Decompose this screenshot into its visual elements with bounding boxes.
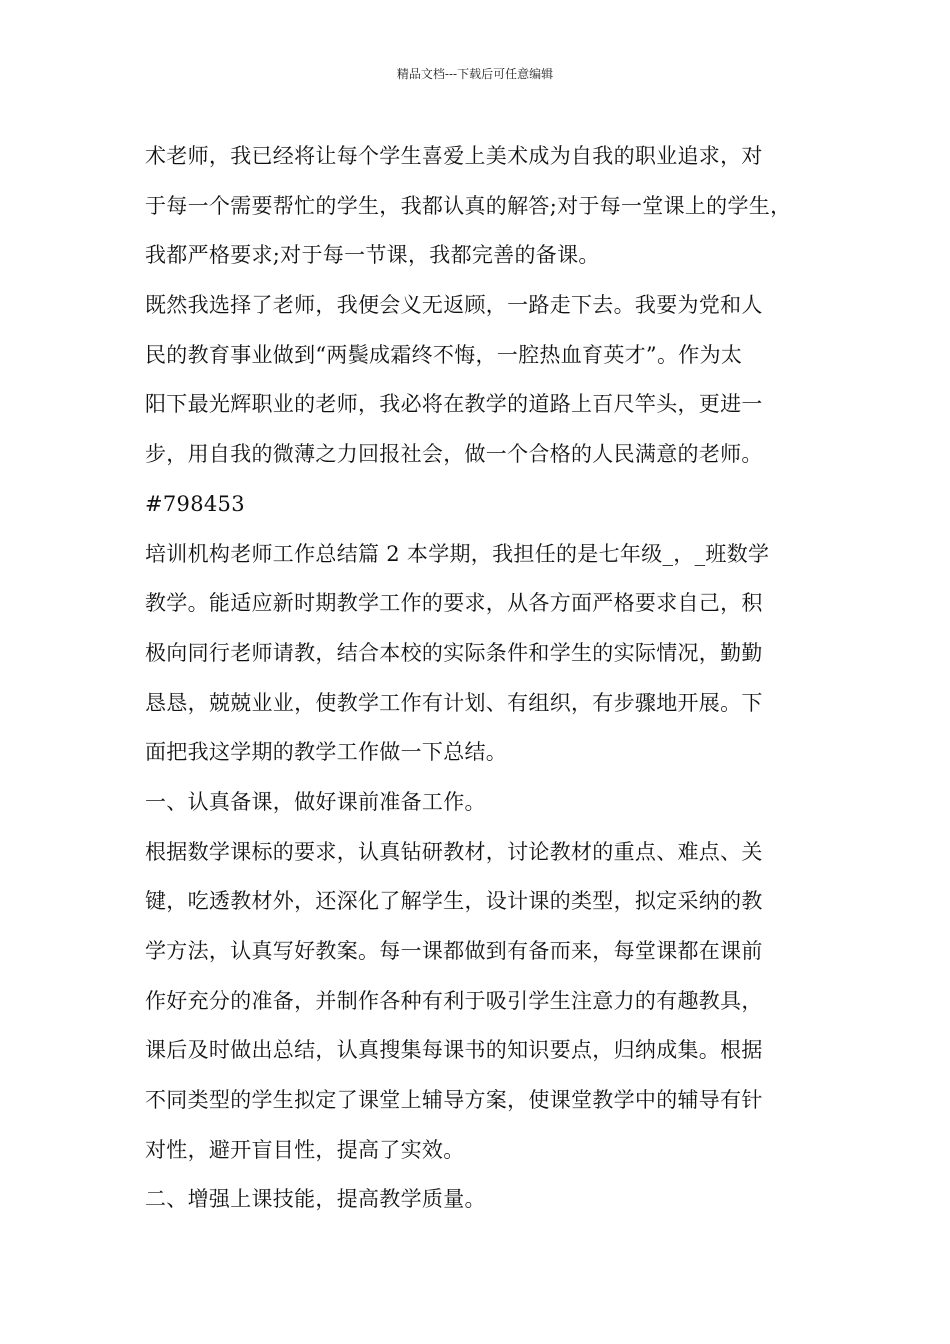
document-id: #798453 bbox=[145, 491, 245, 516]
text-line: 于每一个需要帮忙的学生，我都认真的解答;对于每一堂课上的学生， bbox=[145, 193, 792, 218]
text-line: 不同类型的学生拟定了课堂上辅导方案，使课堂教学中的辅导有针 bbox=[145, 1088, 763, 1113]
subheading-1: 一、认真备课，做好课前准备工作。 bbox=[145, 789, 486, 814]
section-heading-text: 培训机构老师工作总结篇 2 本学期，我担任的是七年级_，_班数学 bbox=[145, 541, 770, 566]
text-line: 键，吃透教材外，还深化了解学生，设计课的类型，拟定采纳的教 bbox=[145, 889, 763, 914]
text-line: 学方法，认真写好教案。每一课都做到有备而来，每堂课都在课前 bbox=[145, 939, 763, 963]
text-line: 恳恳，兢兢业业，使教学工作有计划、有组织，有步骤地开展。下 bbox=[145, 690, 763, 715]
text-line: 术老师，我已经将让每个学生喜爱上美术成为自我的职业追求，对 bbox=[145, 144, 763, 168]
text-line: 对性，避开盲目性，提高了实效。 bbox=[145, 1137, 465, 1162]
subheading-2: 二、增强上课技能，提高教学质量。 bbox=[145, 1187, 486, 1212]
text-line: 步，用自我的微薄之力回报社会，做一个合格的人民满意的老师。 bbox=[145, 442, 763, 467]
text-line: 课后及时做出总结，认真搜集每课书的知识要点，归纳成集。根据 bbox=[145, 1038, 763, 1063]
page-header: 精品文档---下载后可任意编辑 bbox=[396, 67, 554, 81]
text-line: 教学。能适应新时期教学工作的要求，从各方面严格要求自己，积 bbox=[145, 591, 763, 616]
text-line: 面把我这学期的教学工作做一下总结。 bbox=[145, 740, 508, 765]
text-line: 阳下最光辉职业的老师，我必将在教学的道路上百尺竿头，更进一 bbox=[145, 392, 763, 417]
text-line: 极向同行老师请教，结合本校的实际条件和学生的实际情况，勤勤 bbox=[145, 640, 763, 665]
text-line: 既然我选择了老师，我便会义无返顾，一路走下去。我要为党和人 bbox=[145, 293, 763, 318]
text-line: 民的教育事业做到“两鬓成霜终不悔，一腔热血育英才”。作为太 bbox=[145, 342, 743, 367]
document-body bbox=[145, 132, 825, 1225]
text-line: 作好充分的准备，并制作各种有利于吸引学生注意力的有趣教具， bbox=[145, 988, 763, 1013]
text-line: 我都严格要求;对于每一节课，我都完善的备课。 bbox=[145, 243, 600, 268]
text-line: 根据数学课标的要求，认真钻研教材，讨论教材的重点、难点、关 bbox=[145, 839, 763, 864]
